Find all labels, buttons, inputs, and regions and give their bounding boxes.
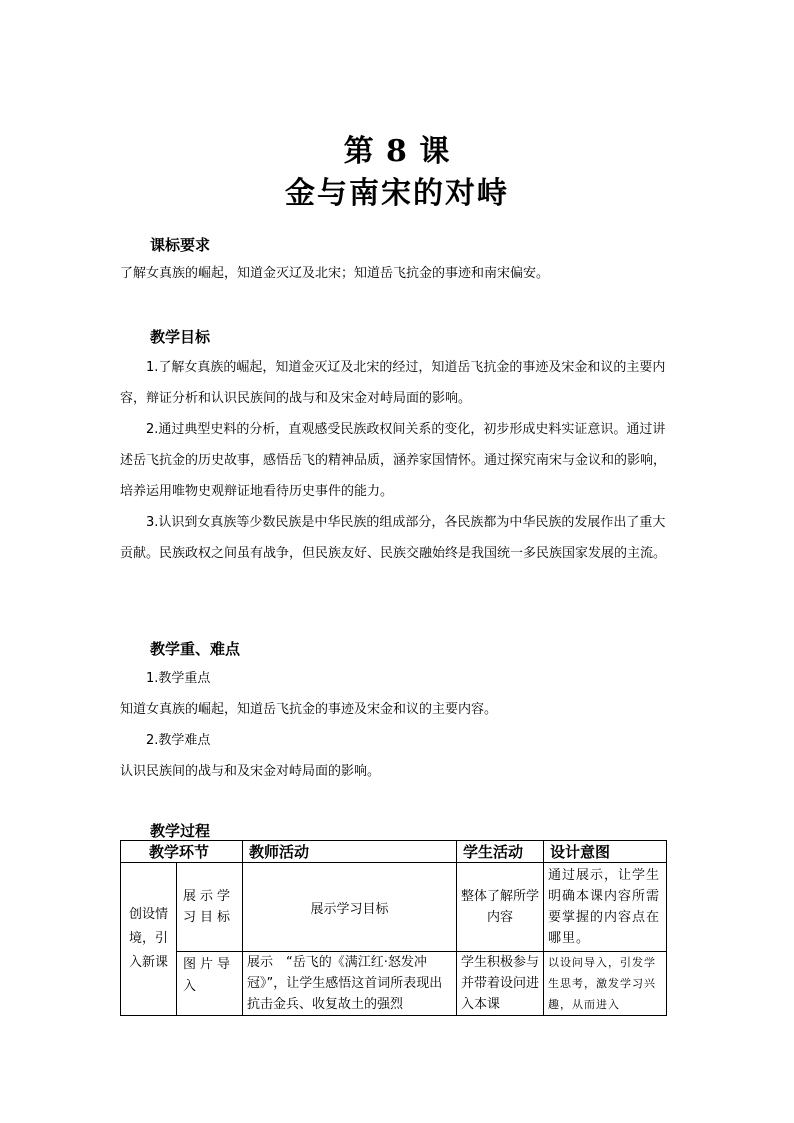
goal-item: 3.认识到女真族等少数民族是中华民族的组成部分，各民族都为中华民族的发展作出了重大贡献。民族政权之间虽有战争，但民族友好、民族交融始终是我国统一多民族国家发展的主流。: [120, 515, 667, 561]
teacher-cell: 展示学习目标: [243, 863, 457, 952]
header-teacher: 教师活动: [243, 841, 457, 863]
goal-item: 2.通过典型史料的分析，直观感受民族政权间关系的变化，初步形成史料实证意识。通过讲述岳飞抗金的历史故事，感悟岳飞的精神品质，涵养家国情怀。通过探究南宋与金议和的影响，培养运用唯物史观辩证地看待历史事件的能力。: [120, 422, 667, 499]
step-cell: 展示学习目标: [177, 863, 243, 952]
lesson-title: 金与南宋的对峙: [285, 176, 509, 211]
header-stage: 教学环节: [121, 841, 243, 863]
goals-list: [120, 352, 676, 569]
difficulty-label: 2.教学难点: [146, 733, 211, 748]
step-cell: 图片导入: [177, 952, 243, 1016]
standards-text: 了解女真族的崛起，知道金灭辽及北宋；知道岳飞抗金的事迹和南宋偏安。: [120, 266, 550, 281]
table-row: [121, 863, 667, 952]
process-heading: 教学过程: [150, 822, 211, 840]
goal-item: 1.了解女真族的崛起，知道金灭辽及北宋的经过，知道岳飞抗金的事迹及宋金和议的主要内容，辩证分析和认识民族间的战与和及宋金对峙局面的影响。: [120, 360, 666, 406]
goals-heading: 教学目标: [150, 328, 211, 346]
focus-label: 1.教学重点: [146, 671, 211, 686]
stage-cell: 创设情境，引入新课: [121, 863, 177, 1016]
keypoints-heading: 教学重、难点: [150, 640, 241, 658]
table-header-row: [121, 841, 667, 863]
intent-cell: 通过展示，让学生明确本课内容所需要掌握的内容点在哪里。: [544, 863, 667, 952]
standards-heading: 课标要求: [150, 236, 211, 254]
process-table: [120, 840, 667, 1016]
table-row: [121, 952, 667, 1016]
focus-text: 知道女真族的崛起，知道岳飞抗金的事迹及宋金和议的主要内容。: [120, 702, 498, 717]
student-cell: 整体了解所学内容: [457, 863, 544, 952]
header-intent: 设计意图: [544, 841, 667, 863]
teacher-cell: 展示 “岳飞的《满江红·怒发冲冠》”，让学生感悟这首词所表现出抗击金兵、收复故土的强烈: [247, 955, 443, 1012]
student-cell: 学生积极参与并带着设问进入本课: [461, 955, 540, 1012]
header-student: 学生活动: [457, 841, 544, 863]
difficulty-text: 认识民族间的战与和及宋金对峙局面的影响。: [120, 764, 381, 779]
intent-cell: 以设问导入，引发学生思考，激发学习兴趣，从而进入: [548, 956, 657, 1011]
lesson-number: 第 8 课: [343, 134, 451, 169]
